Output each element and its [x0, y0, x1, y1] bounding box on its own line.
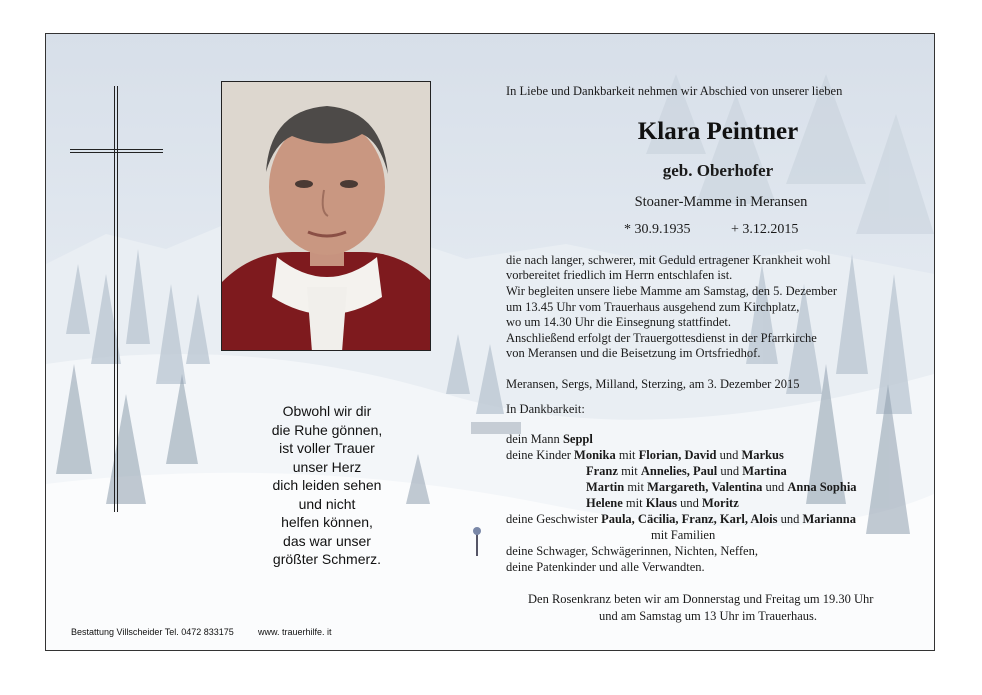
body-line: von Meransen und die Beisetzung im Ortsfriedhof. — [506, 346, 761, 360]
undertaker-info: Bestattung Villscheider Tel. 0472 833175 — [71, 627, 234, 637]
poem-line: das war unser — [283, 532, 371, 549]
gratitude-heading: In Dankbarkeit: — [506, 402, 585, 416]
portrait-photo — [221, 81, 431, 351]
body-line: um 13.45 Uhr vom Trauerhaus ausgehend zum Kirchplatz, — [506, 300, 800, 314]
poem-line: die Ruhe gönnen, — [271, 421, 383, 438]
death-date: + 3.12.2015 — [731, 222, 799, 237]
family-children-row-3: Martin mit Margareth, Valentina und Anna Sophia — [586, 480, 857, 494]
family-husband: dein Mann Seppl — [506, 432, 593, 446]
poem-line: größter Schmerz. — [272, 551, 382, 567]
poem — [236, 402, 418, 569]
portrait-illustration — [222, 82, 431, 351]
body-line: die nach langer, schwerer, mit Geduld ertragener Krankheit wohl — [506, 253, 831, 267]
family-children-row-1: deine Kinder Monika mit Florian, David und Markus — [506, 448, 784, 462]
poem-line: und nicht — [298, 495, 356, 512]
deceased-title: Stoaner-Mamme in Meransen — [634, 194, 808, 210]
poem-line: Obwohl wir dir — [282, 403, 372, 419]
family-siblings: deine Geschwister Paula, Cäcilia, Franz, Karl, Alois und Marianna — [506, 512, 856, 526]
website-link[interactable]: www. trauerhilfe. it — [258, 627, 332, 637]
maiden-name: geb. Oberhofer — [662, 161, 774, 180]
family-with-families: mit Familien — [651, 528, 716, 542]
birth-date: * 30.9.1935 — [624, 222, 691, 237]
family-in-laws: deine Schwager, Schwägerinnen, Nichten, Neffen, — [506, 544, 758, 558]
poem-line: dich leiden sehen — [272, 477, 382, 493]
intro-text: In Liebe und Dankbarkeit nehmen wir Abschied von unserer lieben — [506, 84, 843, 98]
body-line: Wir begleiten unsere liebe Mamme am Samstag, den 5. Dezember — [506, 284, 837, 298]
body-line: wo um 14.30 Uhr die Einsegnung stattfindet. — [506, 315, 731, 329]
obituary-card — [45, 33, 935, 651]
deceased-name: Klara Peintner — [637, 118, 799, 145]
poem-line: unser Herz — [292, 458, 362, 475]
poem-line: helfen können, — [281, 514, 373, 530]
place-date: Meransen, Sergs, Milland, Sterzing, am 3. Dezember 2015 — [506, 377, 800, 391]
body-line: vorbereitet friedlich im Herrn entschlafen ist. — [506, 268, 733, 282]
family-godchildren: deine Patenkinder und alle Verwandten. — [506, 560, 705, 574]
rosary-line: und am Samstag um 13 Uhr im Trauerhaus. — [599, 609, 818, 623]
family-children-row-4: Helene mit Klaus und Moritz — [586, 496, 739, 510]
cross-horizontal-bar-icon — [70, 149, 163, 153]
body-line: Anschließend erfolgt der Trauergottesdienst in der Pfarrkirche — [506, 331, 817, 345]
rosary-line: Den Rosenkranz beten wir am Donnerstag und Freitag um 19.30 Uhr — [528, 592, 874, 606]
poem-line: ist voller Trauer — [279, 440, 375, 456]
family-children-row-2: Franz mit Annelies, Paul und Martina — [586, 464, 787, 478]
